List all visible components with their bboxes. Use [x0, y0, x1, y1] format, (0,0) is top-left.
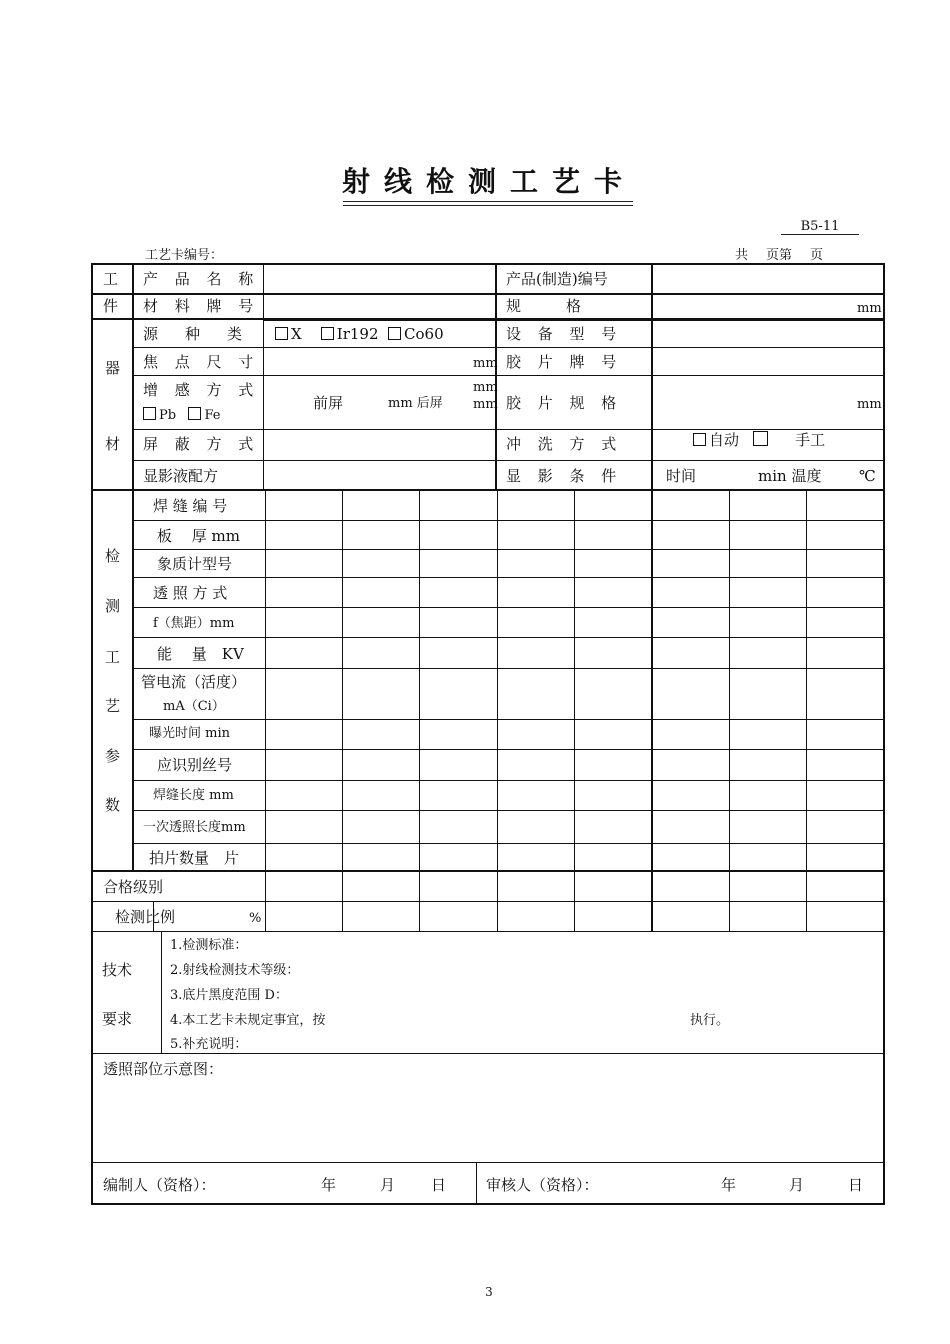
checkbox-pb[interactable]: [143, 407, 156, 420]
param-row-label: 管电流（活度）: [141, 673, 247, 691]
reviewer-month: 月: [789, 1176, 805, 1194]
page-title: 射线检测工艺卡: [341, 165, 636, 198]
mm-unit: mm: [473, 380, 498, 395]
mm-unit: mm: [473, 397, 498, 412]
film-brand-label: 胶 片 牌 号: [506, 353, 623, 371]
group-label-params: 测: [105, 597, 121, 615]
temperature-label: min 温度: [758, 467, 822, 485]
diagram-label: 透照部位示意图：: [103, 1060, 224, 1078]
param-row-label: 焊缝长度 mm: [153, 788, 234, 803]
tech-execute: 执行。: [690, 1013, 730, 1028]
card-number-label: 工艺卡编号：: [145, 248, 224, 263]
checkbox-x[interactable]: [275, 327, 288, 340]
group-label-tech: 要求: [102, 1010, 133, 1028]
param-row-label: 曝光时间 min: [149, 726, 230, 741]
page-number: 3: [485, 1285, 493, 1299]
source-options: X Ir192 Co60: [275, 325, 444, 343]
checkbox-fe[interactable]: [188, 407, 201, 420]
param-row-label: 透 照 方 式: [153, 584, 228, 602]
reviewer-label: 审核人（资格）：: [486, 1176, 599, 1194]
group-label-workpiece: 件: [103, 297, 119, 315]
author-label: 编制人（资格）：: [103, 1176, 216, 1194]
develop-condition-label: 显 影 条 件: [506, 467, 623, 485]
param-row-label: 能 量 KV: [157, 645, 244, 663]
group-label-params: 工: [105, 648, 121, 666]
checkbox-ir192[interactable]: [321, 327, 334, 340]
developer-formula-label: 显影液配方: [143, 467, 219, 485]
back-screen-label: mm 后屏: [388, 396, 443, 411]
screen-method-label: 增 感 方 式: [143, 381, 260, 399]
group-label-workpiece: 工: [103, 270, 119, 288]
param-row-label: mA（Ci）: [163, 699, 225, 714]
product-number-label: 产品(制造)编号: [506, 270, 608, 288]
form-code: B5-11: [781, 220, 859, 235]
ratio-unit: %: [249, 911, 262, 926]
focus-unit: mm: [473, 356, 498, 371]
param-row-label: 应识别丝号: [157, 756, 233, 774]
screen-options: Pb Fe: [143, 407, 221, 425]
reviewer-year: 年: [721, 1176, 737, 1194]
param-row-label: 一次透照长度mm: [143, 820, 246, 835]
film-spec-label: 胶 片 规 格: [506, 394, 623, 412]
param-row-label: 板 厚 mm: [157, 527, 240, 545]
shielding-label: 屏 蔽 方 式: [143, 435, 260, 453]
checkbox-manual[interactable]: [753, 431, 768, 446]
reviewer-day: 日: [848, 1176, 864, 1194]
group-label-params: 艺: [105, 697, 121, 715]
checkbox-auto[interactable]: [693, 433, 706, 446]
author-day: 日: [431, 1176, 447, 1194]
group-label-params: 检: [105, 547, 121, 565]
tech-line: 4.本工艺卡未规定事宜，按: [170, 1013, 326, 1028]
grade-label: 合格级别: [103, 878, 164, 896]
product-name-label: 产 品 名 称: [143, 270, 260, 288]
material-label: 材 料 牌 号: [143, 297, 260, 315]
device-model-label: 设 备 型 号: [506, 325, 623, 343]
tech-line: 5.补充说明：: [170, 1037, 248, 1052]
tech-line: 2.射线检测技术等级：: [170, 963, 300, 978]
group-label-params: 参: [105, 747, 121, 765]
celsius-unit: ℃: [859, 467, 876, 485]
author-year: 年: [321, 1176, 337, 1194]
group-label-tech: 技术: [102, 961, 133, 979]
tech-line: 1.检测标准：: [170, 938, 248, 953]
film-spec-unit: mm: [857, 397, 882, 412]
group-label-equipment: 器: [105, 359, 121, 377]
author-month: 月: [380, 1176, 396, 1194]
param-row-label: 象质计型号: [157, 555, 233, 573]
tech-line: 3.底片黑度范围 D：: [170, 988, 288, 1003]
focus-size-label: 焦 点 尺 寸: [143, 353, 260, 371]
group-label-params: 数: [105, 796, 121, 814]
spec-label: 规 格: [506, 297, 582, 315]
processing-label: 冲 洗 方 式: [506, 435, 623, 453]
page-count: 共 页第 页: [735, 248, 824, 263]
title-underline: [343, 205, 633, 206]
spec-unit: mm: [857, 301, 882, 316]
group-label-equipment: 材: [105, 435, 121, 453]
processing-options: 自动 手工: [693, 431, 825, 449]
title-underline: [343, 201, 633, 202]
source-type-label: 源 种 类: [143, 325, 249, 343]
process-card-table: [91, 263, 885, 1205]
time-label: 时间: [666, 467, 697, 485]
front-screen-label: 前屏: [313, 394, 344, 412]
param-row-label: 拍片数量 片: [149, 849, 240, 867]
param-row-label: f（焦距）mm: [153, 616, 235, 631]
param-row-label: 焊 缝 编 号: [153, 497, 228, 515]
checkbox-co60[interactable]: [388, 327, 401, 340]
ratio-label: 检测比例: [115, 908, 176, 926]
